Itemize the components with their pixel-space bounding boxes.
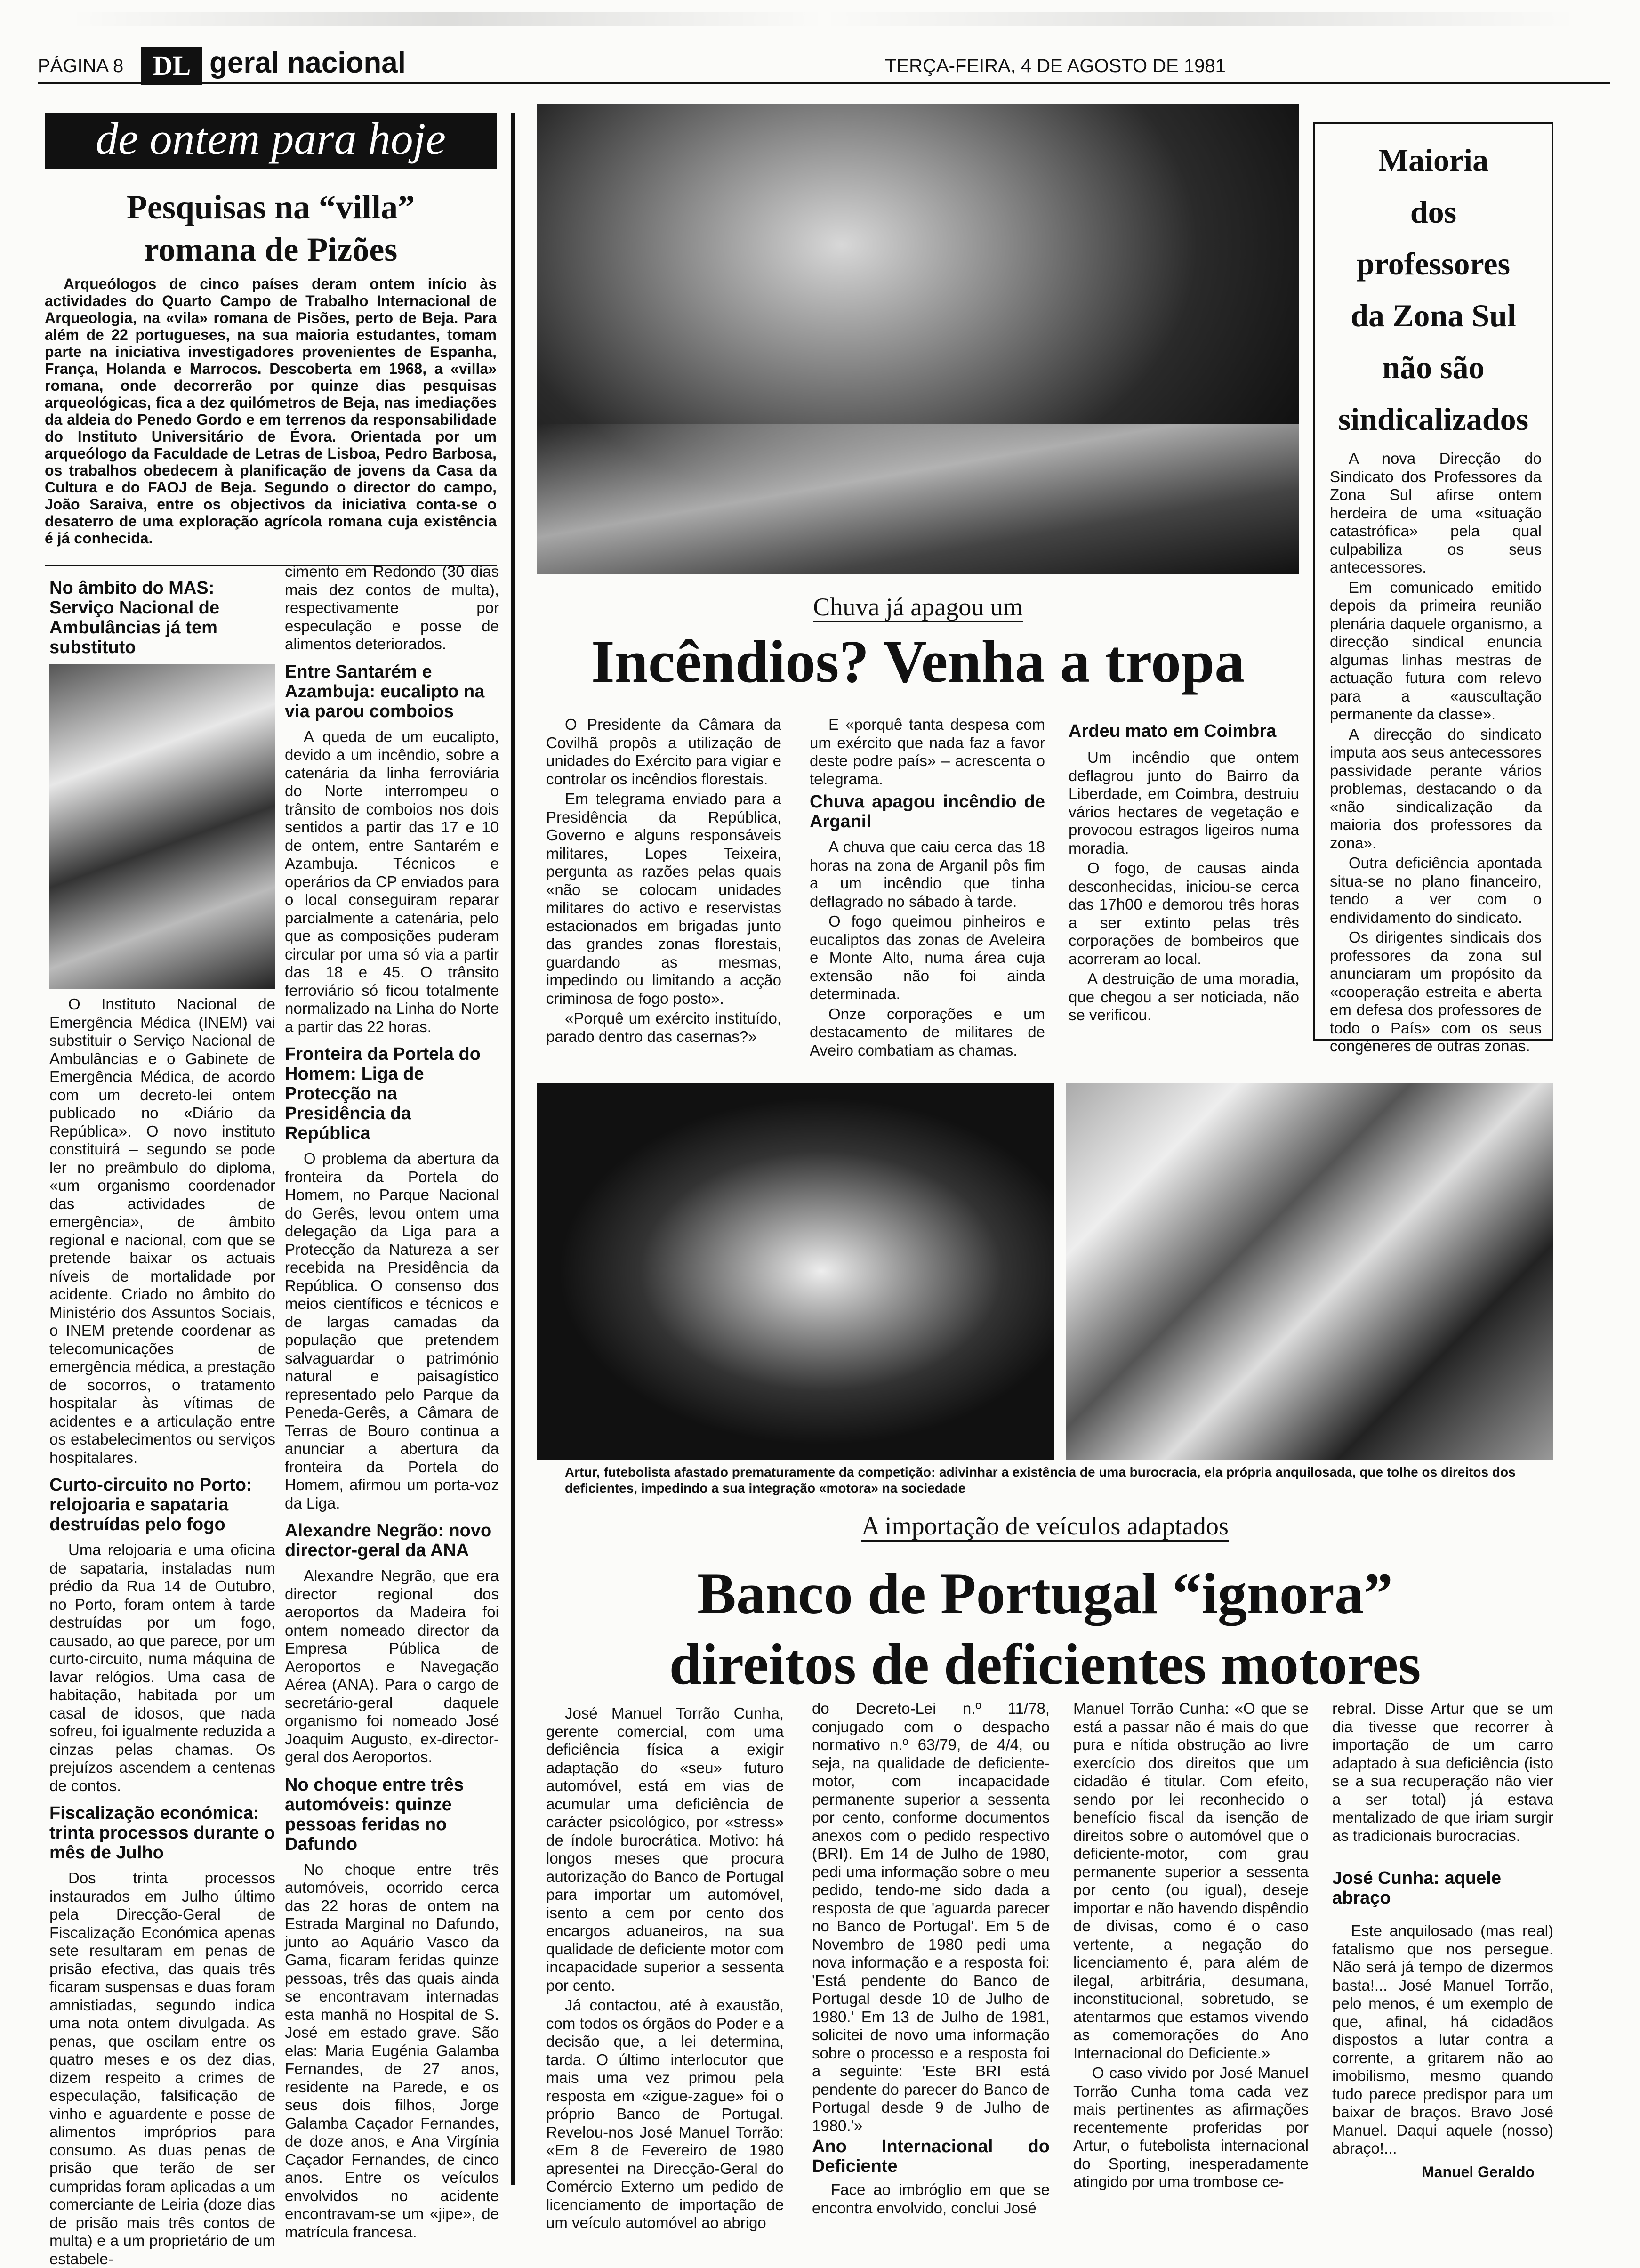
- continued-text: [285, 563, 499, 654]
- photo-caption: Artur, futebolista afastado prematuramente da competição: adivinhar a existência de uma burocracia, ela própria anquilosada, que tolhe os direitos dos deficientes, impedindo a sua integração «motora» na sociedade: [565, 1465, 1516, 1495]
- fisc-paragraph: Dos trinta processos instaurados em Julho último pela Direcção-Geral de Fiscalização Económica apenas sete resultaram em penas de prisão efectiva, das quais três ficaram suspensas e duas foram amnistiadas, segundo indica uma nota ontem divulgada. As penas, que oscilam entre os quatro meses e os dez dias, dizem respeito a crimes de especulação, falsificação de vinho e aguardente e posse de alimentos impróprios para consumo. As duas penas de prisão que terão de ser cumpridas foram aplicadas a um comerciante de Leiria (doze dias de prisão mais três contos de multa) e a um proprietário de um estabele-: [49, 1869, 275, 2268]
- teachers-body: [1330, 450, 1542, 1055]
- coimbra-p3: A destruição de uma moradia, que chegou a ser noticiada, não se verificou.: [1069, 970, 1299, 1024]
- teachers-headline-line2: dos: [1410, 194, 1457, 230]
- fronteira-paragraph: O problema da abertura da fronteira da Portela do Homem, no Parque Nacional do Gerês, levou ontem uma delegação da Liga para a Protecção da Natureza a ser recebida na Presidência da República. O consenso dos meios científicos e técnicos e de largas camadas da população que pretendem salvaguardar o património natural e paisagístico representado pelo Parque da Peneda-Gerês, a Câmara de Terras de Bouro continua a anunciar a abertura da fronteira da Portela do Homem, afirmou um porta-voz da Liga.: [285, 1150, 499, 1512]
- fisc-body: [49, 1869, 275, 2268]
- fire-col1-p3: «Porquê um exército instituído, parado dentro das casernas?»: [546, 1009, 781, 1045]
- teachers-p2: Em comunicado emitido depois da primeira reunião plenária daquele organismo, a direcção sindical enuncia algumas linhas mestras de actuação futura com relevo para a «auscultação permanente da classe».: [1330, 578, 1542, 723]
- fire-headline: Incêndios? Venha a tropa: [591, 628, 1245, 695]
- negrao-title: Alexandre Negrão: novo director-geral da ANA: [285, 1521, 492, 1560]
- choque-title: No choque entre três automóveis: quinze pessoas feridas no Dafundo: [285, 1775, 464, 1854]
- byline: Manuel Geraldo: [1422, 2163, 1535, 2180]
- curto-paragraph: Uma relojoaria e uma oficina de sapataria, instaladas num prédio da Rua 14 de Outubro, no Porto, foram ontem à tarde destruídas por um fogo, causado, ao que parece, por um curto-circuito, numa máquina de lavar relógios. Uma casa de habitação, habitada por um casal de idosos, que nada sofreu, foi igualmente reduzida a cinzas pelas chamas. Os prejuízos ascendem a centenas de contos.: [49, 1541, 275, 1794]
- curto-body: [49, 1541, 275, 1795]
- fronteira-body: [285, 1150, 499, 1512]
- de-ontem-banner: de ontem para hoje: [45, 113, 497, 169]
- mas-body: [49, 995, 275, 1467]
- fire-ground-shade: [537, 424, 1299, 574]
- footballer-photo: [537, 1083, 1054, 1460]
- second-subcolumn: [285, 563, 499, 2241]
- arganil-p3: Onze corporações e um destacamento de militares de Aveiro combatiam as chamas.: [810, 1005, 1045, 1059]
- banco-col3: [1073, 1700, 1309, 2199]
- fire-col1-p1: O Presidente da Câmara da Covilhã propôs a utilização de unidades do Exército para vigiar e controlar os incêndios florestais.: [546, 716, 781, 788]
- arganil-p2: O fogo queimou pinheiros e eucaliptos das zonas de Aveleira e Monte Alto, numa área cuja extensão não foi ainda determinada.: [810, 912, 1045, 1002]
- banco-headline: [537, 1558, 1553, 1700]
- ano-title: Ano Internacional do Deficiente: [812, 2137, 1050, 2176]
- villa-headline-line1: Pesquisas na “villa”: [126, 188, 415, 226]
- fire-col1: [546, 716, 781, 1064]
- negrao-paragraph: Alexandre Negrão, que era director regional dos aeroportos da Madeira foi ontem nomeado director da Empresa Pública de Aeroportos e Navegação Aérea (ANA). Para o cargo de secretário-geral daquele organismo foi nomeado José Joaquim Augusto, ex-director-geral dos Aeroportos.: [285, 1567, 499, 1766]
- mas-title: No âmbito do MAS: Serviço Nacional de Ambulâncias já tem substituto: [49, 578, 220, 657]
- teachers-headline-line1: Maioria: [1378, 142, 1489, 178]
- banco-col1-p2: Já contactou, até à exaustão, com todos os órgãos do Poder e a decisão que, a lei determina, tarda. O último interlocutor que mais uma vez primou pela resposta em «zigue-zague» foi o próprio Banco de Portugal. Revelou-nos José Manuel Torrão: «Em 8 de Fevereiro de 1980 apresentei na Direcção-Geral do Comércio Externo um pedido de licenciamento de importação de um veículo automóvel ao abrigo: [546, 1996, 784, 2231]
- villa-body: Arqueólogos de cinco países deram ontem início às actividades do Quarto Campo de Trabalho Internacional de Arqueologia, na «vila» romana de Pisões, perto de Beja. Para além de 22 portugueses, na sua maioria estudantes, tomam parte na iniciativa investigadores provenientes de Espanha, França, Holanda e Marrocos. Descoberta em 1968, a «villa» romana, onde decorrerão por quinze dias pesquisas arqueológicas, fica a dez quilómetros de Beja, nas imediações da aldeia do Penedo Gordo e em terrenos da responsabilidade do Instituto Universitário de Évora. Orientada por um arqueólogo da Faculdade de Letras de Lisboa, Pedro Barbosa, os trabalhos obedecem à planificação de jovens da Casa da Cultura e do FAOJ de Beja. Segundo o director do campo, João Saraiva, entre os objectivos da iniciativa conta-se o desaterro de uma exploração agrícola romana cuja existência é já conhecida.: [45, 275, 497, 547]
- ambulance-photo: [49, 664, 275, 989]
- villa-article: [45, 275, 497, 547]
- cunha-paragraph: Este anquilosado (mas real) fatalismo que nos persegue. Não será já tempo de dizermos basta!... José Manuel Torrão, pelo menos, é um exemplo de que, afinal, há cidadãos dispostos a lutar contra a corrente, a gritarem não ao imobilismo, mesmo quando tudo parece predispor para um baixar de braços. Bravo José Manuel. Daqui aquele (nosso) abraço!...: [1332, 1922, 1553, 2157]
- teachers-headline-line3: professores: [1356, 246, 1511, 282]
- banco-col1-p1: José Manuel Torrão Cunha, gerente comercial, com uma deficiência física a exigir adaptação do «seu» futuro automóvel, está em vias de acumular uma deficiência de carácter psicológico, por «stress» de índole burocrática. Motivo: há longos meses que procura autorização do Banco de Portugal para importar um automóvel, isento a cem por cento dos encargos aduaneiros, na sua qualidade de deficiente motor com incapacidade superior a sessenta por cento.: [546, 1704, 784, 1994]
- teachers-p1: A nova Direcção do Sindicato dos Professores da Zona Sul afirse ontem herdeira de uma «situação catastrófica» pela qual culpabiliza os seus antecessores.: [1330, 450, 1542, 576]
- negrao-body: [285, 1567, 499, 1767]
- mas-paragraph: O Instituto Nacional de Emergência Médica (INEM) vai substituir o Serviço Nacional de Ambulâncias e o Gabinete de Emergência Médica, de acordo com um decreto-lei ontem publicado no «Diário da República». O novo instituto constituirá – segundo se pode ler no preâmbulo do diploma, «um organismo coordenador das actividades de emergência», de âmbito regional e nacional, com que se pretende baixar os actuais níveis de mortalidade por acidente. Criado no âmbito do Ministério dos Assuntos Sociais, o INEM pretende coordenar as telecomunicações de emergência médica, a prestação de socorros, o tratamento hospitalar às vítimas de acidentes e a articulação entre os estabelecimentos ou serviços hospitalares.: [49, 995, 275, 1466]
- eucalipto-body: [285, 728, 499, 1036]
- banco-col4-p1: rebral. Disse Artur que se um dia tivesse que recorrer à importação de um carro adaptado à sua deficiência (isto se a sua recuperação não vier a ser total) já estava mentalizado de que iriam surgir as tradicionais burocracias.: [1332, 1700, 1553, 1844]
- teachers-headline-line5: não são: [1382, 349, 1485, 385]
- teachers-headline-line4: da Zona Sul: [1351, 298, 1516, 333]
- continued-paragraph: cimento em Redondo (30 dias mais dez contos de multa), respectivamente por especulação e posse de alimentos deteriorados.: [285, 563, 499, 653]
- issue-date: TERÇA-FEIRA, 4 DE AGOSTO DE 1981: [885, 56, 1226, 76]
- top-faded-print: [71, 12, 1577, 26]
- section-title: geral nacional: [209, 47, 406, 79]
- masthead-rule: [38, 82, 1610, 84]
- banco-col2: [812, 1700, 1050, 2217]
- fire-col1-p2: Em telegrama enviado para a Presidência da República, Governo e alguns responsáveis militares, Lopes Teixeira, pergunta as razões pelas quais «não se colocam unidades militares do activo e reservistas estacionados em brigadas junto das grandes zonas florestais, guardando as mesmas, impedindo ou limitando a acção criminosa de fogo posto».: [546, 790, 781, 1007]
- coimbra-p2: O fogo, de causas ainda desconhecidas, iniciou-se cerca das 17h00 e demorou três horas a ser extinto pelas três corporações de bombeiros que acorreram ao local.: [1069, 859, 1299, 968]
- fire-col2: [810, 716, 1045, 1064]
- villa-headline: [45, 186, 497, 271]
- villa-headline-line2: romana de Pizões: [144, 231, 398, 268]
- teachers-headline-line6: sindicalizados: [1338, 401, 1529, 437]
- choque-paragraph: No choque entre três automóveis, ocorrido cerca das 22 horas de ontem na Estrada Marginal no Dafundo, junto ao Aquário Vasco da Gama, ficaram feridas quinze pessoas, três das quais ainda se encontravam internadas esta manhã no Hospital de S. José em estado grave. São elas: Maria Eugénia Galamba Fernandes, de 27 anos, residente na Parede, e os seus dois filhos, Jorge Galamba Caçador Fernandes, de doze anos, e Ana Virgínia Caçador Fernandes, de cinco anos. Entre os veículos envolvidos no acidente encontravam-se um «jipe», de matrícula francesa.: [285, 1860, 499, 2241]
- wheelchair-photo: [1066, 1083, 1553, 1460]
- fronteira-title: Fronteira da Portela do Homem: Liga de Protecção na Presidência da República: [285, 1044, 481, 1143]
- banco-headline-line1: Banco de Portugal “ignora”: [697, 1561, 1393, 1626]
- arganil-p1: A chuva que caiu cerca das 18 horas na zona de Arganil pôs fim a um incêndio que tinha deflagrado no sábado à tarde.: [810, 838, 1045, 910]
- banco-col3-p2: O caso vivido por José Manuel Torrão Cunha toma cada vez mais pertinentes as afirmações recentemente proferidas por Artur, o futebolista internacional do Sporting, inesperadamente atingido por uma trombose ce-: [1073, 2064, 1309, 2190]
- teachers-p5: Os dirigentes sindicais dos professores da zona sul anunciaram um propósito da «cooperação estreita e aberta em defesa dos professores de todo o País» com os seus congéneres de outras zonas.: [1330, 928, 1542, 1055]
- banco-headline-line2: direitos de deficientes motores: [669, 1632, 1421, 1696]
- left-subcolumn: [49, 570, 275, 2268]
- coimbra-title: Ardeu mato em Coimbra: [1069, 721, 1277, 741]
- teachers-headline: [1318, 134, 1549, 445]
- banco-col3-p1: Manuel Torrão Cunha: «O que se está a passar não é mais do que pura e nítida obstrução ao livre exercício dos direitos que um cidadão é titular. Com efeito, sendo por lei reconhecido o benefício fiscal da isenção de direitos sobre o automóvel que o deficiente-motor, com grau permanente superior a sessenta por cento (ou igual), deseje importar e não havendo dispêndio de divisas, como é o caso vertente, a negação do licenciamento é, para além de ilegal, arbitrária, desumana, inconstitucional, sobretudo, se atentarmos que estamos vivendo as comemorações do Ano Internacional do Deficiente.»: [1073, 1700, 1309, 2062]
- ano-paragraph: Face ao imbróglio em que se encontra envolvido, conclui José: [812, 2181, 1050, 2217]
- fire-col2-intro: E «porquê tanta despesa com um exército que nada faz a favor deste podre país» – acrescenta o telegrama.: [810, 716, 1045, 788]
- dl-logo: DL: [141, 47, 202, 85]
- banco-kicker: A importação de veículos adaptados: [537, 1511, 1553, 1541]
- fire-kicker: Chuva já apagou um: [537, 592, 1299, 621]
- teachers-p4: Outra deficiência apontada situa-se no plano financeiro, tendo a ver com o endividamento do sindicato.: [1330, 854, 1542, 926]
- fisc-title: Fiscalização económica: trinta processos durante o mês de Julho: [49, 1803, 275, 1863]
- banco-col2-p1: do Decreto-Lei n.º 11/78, conjugado com o despacho normativo n.º 63/79, de 4/4, ou seja, na qualidade de deficiente-motor, com incapacidade permanente superior a sessenta por cento, conforme documentos anexos com o pedido respectivo (BRI). Em 14 de Julho de 1980, pedi uma informação sobre o meu pedido, tendo-me sido dada a resposta de que 'aguarda parecer no Banco de Portugal'. Em 5 de Novembro de 1980 pedi uma nova informação e a resposta foi: 'Está pendente do Banco de Portugal desde 10 de Julho de 1980.' Em 13 de Julho de 1981, solicitei de novo uma informação sobre o processo e a resposta foi a seguinte: 'Este BRI está pendente do parecer do Banco de Portugal desde 9 de Julho de 1980.'»: [812, 1700, 1050, 2134]
- banco-col1: [546, 1704, 784, 2231]
- fire-col3: [1069, 716, 1299, 1064]
- eucalipto-title: Entre Santarém e Azambuja: eucalipto na via parou comboios: [285, 662, 485, 721]
- arganil-title: Chuva apagou incêndio de Arganil: [810, 792, 1045, 831]
- teachers-p3: A direcção do sindicato imputa aos seus antecessores passividade perante vários problemas, destacando o da «não sindicalização da maioria dos professores da zona».: [1330, 725, 1542, 852]
- banco-col4: [1332, 1700, 1553, 2199]
- curto-title: Curto-circuito no Porto: relojoaria e sapataria destruídas pelo fogo: [49, 1475, 252, 1534]
- left-column-rule: [511, 113, 515, 2185]
- choque-body: [285, 1861, 499, 2242]
- coimbra-p1: Um incêndio que ontem deflagrou junto do Bairro da Liberdade, em Coimbra, destruiu vários hectares de vegetação e provocou estragos ligeiros numa moradia.: [1069, 749, 1299, 857]
- page-number: PÁGINA 8: [38, 56, 124, 76]
- cunha-title: José Cunha: aquele abraço: [1332, 1868, 1501, 1908]
- eucalipto-paragraph: A queda de um eucalipto, devido a um incêndio, sobre a catenária da linha ferroviária do Norte interrompeu o trânsito de comboios nos dois sentidos a partir das 17 e 10 de ontem, entre Santarém e Azambuja. Técnicos e operários da CP enviados para o local conseguiram reparar parcialmente a catenária, pelo que as composições puderam circular por uma só via a partir das 18 e 45. O trânsito ferroviário só ficou totalmente normalizado na Linha do Norte a partir das 22 horas.: [285, 727, 499, 1035]
